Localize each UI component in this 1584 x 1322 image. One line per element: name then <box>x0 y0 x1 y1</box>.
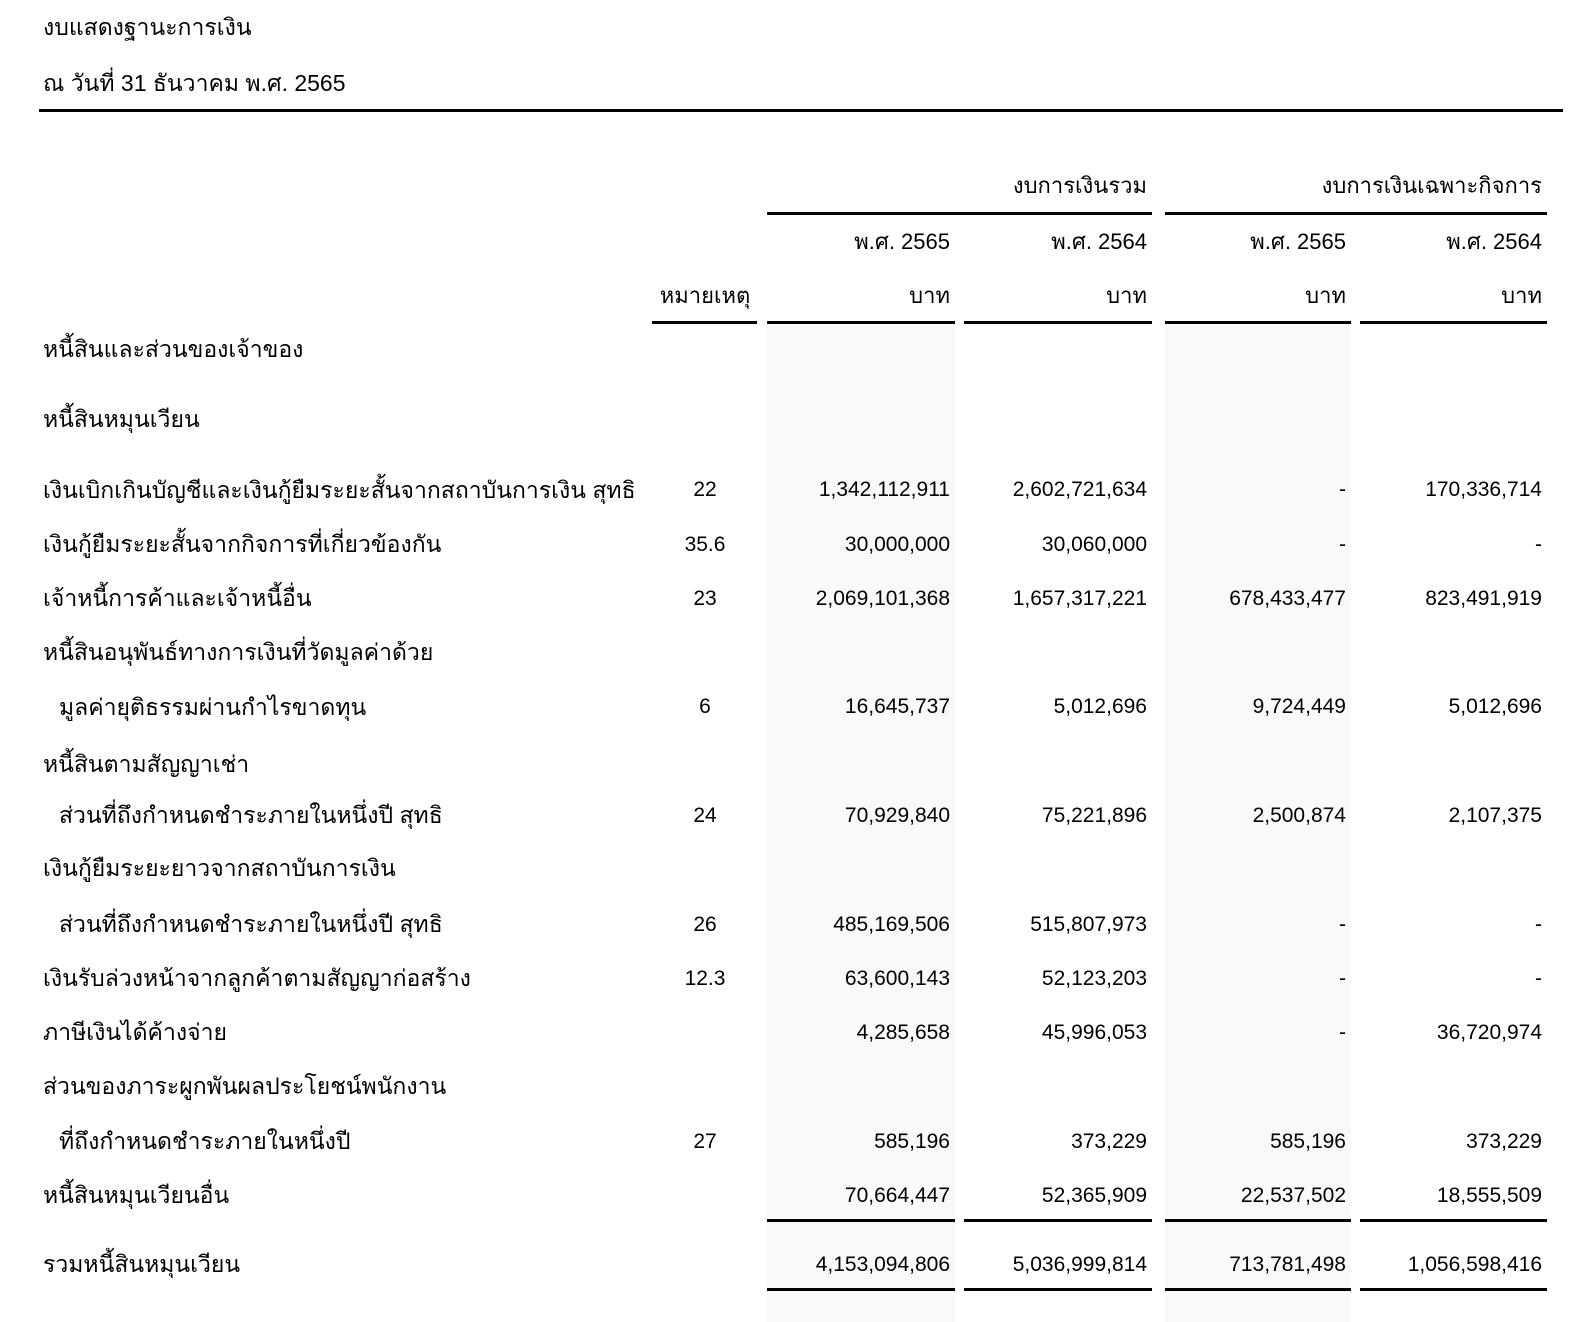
row-value: 585,196 <box>1270 1130 1346 1153</box>
title-rule <box>39 109 1563 112</box>
row-value: 373,229 <box>1071 1130 1147 1153</box>
row-value: - <box>1535 967 1542 990</box>
row-value: 1,657,317,221 <box>1012 587 1147 610</box>
row-value: 18,555,509 <box>1436 1184 1542 1207</box>
row-label: หนี้สินตามสัญญาเช่า <box>43 751 250 777</box>
year-header-2: พ.ศ. 2564 <box>1051 229 1147 254</box>
row-value: 485,169,506 <box>833 913 950 936</box>
section-heading-current-liabilities: หนี้สินหมุนเวียน <box>43 406 200 432</box>
row-note: 22 <box>693 478 717 501</box>
header-underline-note <box>652 321 757 324</box>
row-value: 30,000,000 <box>844 533 950 556</box>
currency-header-3: บาท <box>1305 283 1346 308</box>
row-value: 2,107,375 <box>1448 804 1542 827</box>
group-header-consolidated: งบการเงินรวม <box>1012 173 1147 198</box>
row-label-continued: มูลค่ายุติธรรมผ่านกำไรขาดทุน <box>59 694 367 720</box>
row-value: 2,069,101,368 <box>815 587 950 610</box>
row-value: 30,060,000 <box>1041 533 1147 556</box>
row-value: 373,229 <box>1466 1130 1542 1153</box>
total-rule-2 <box>964 1288 1152 1291</box>
section-heading-liabilities-equity: หนี้สินและส่วนของเจ้าของ <box>43 336 304 362</box>
group-header-separate: งบการเงินเฉพาะกิจการ <box>1321 173 1542 198</box>
row-label: ส่วนของภาระผูกพันผลประโยชน์พนักงาน <box>43 1073 447 1099</box>
row-label: เงินเบิกเกินบัญชีและเงินกู้ยืมระยะสั้นจากสถาบันการเงิน สุทธิ <box>43 477 636 503</box>
row-label-continued: ส่วนที่ถึงกำหนดชำระภายในหนึ่งปี สุทธิ <box>59 802 443 828</box>
row-value: 5,012,696 <box>1053 695 1147 718</box>
row-value: 678,433,477 <box>1229 587 1346 610</box>
header-underline-4 <box>1360 321 1547 324</box>
row-value: 170,336,714 <box>1425 478 1542 501</box>
row-value: 70,929,840 <box>844 804 950 827</box>
note-header: หมายเหตุ <box>659 283 751 308</box>
row-label: เงินกู้ยืมระยะยาวจากสถาบันการเงิน <box>43 855 396 881</box>
row-note: 35.6 <box>684 533 726 556</box>
year-header-3: พ.ศ. 2565 <box>1250 229 1346 254</box>
row-value: 52,365,909 <box>1041 1184 1147 1207</box>
row-value: 22,537,502 <box>1240 1184 1346 1207</box>
row-value: - <box>1339 913 1346 936</box>
currency-header-2: บาท <box>1106 283 1147 308</box>
row-value: 585,196 <box>874 1130 950 1153</box>
row-value: 1,342,112,911 <box>818 478 950 501</box>
row-value: 515,807,973 <box>1030 913 1147 936</box>
header-underline-2 <box>964 321 1152 324</box>
total-value: 713,781,498 <box>1229 1253 1346 1276</box>
subtotal-rule-3 <box>1165 1219 1351 1222</box>
row-label: เงินกู้ยืมระยะสั้นจากกิจการที่เกี่ยวข้องกัน <box>43 531 442 557</box>
row-value: 36,720,974 <box>1436 1021 1542 1044</box>
row-value: 45,996,053 <box>1041 1021 1147 1044</box>
row-note: 6 <box>699 695 711 718</box>
row-value: - <box>1339 533 1346 556</box>
row-value: - <box>1339 967 1346 990</box>
row-note: 23 <box>693 587 717 610</box>
row-value: 70,664,447 <box>844 1184 950 1207</box>
row-note: 12.3 <box>684 967 726 990</box>
total-rule-4 <box>1360 1288 1547 1291</box>
row-value: 4,285,658 <box>856 1021 950 1044</box>
row-value: 52,123,203 <box>1041 967 1147 990</box>
row-label: หนี้สินอนุพันธ์ทางการเงินที่วัดมูลค่าด้วย <box>43 639 434 665</box>
currency-header-4: บาท <box>1501 283 1542 308</box>
row-value: 63,600,143 <box>844 967 950 990</box>
total-rule-3 <box>1165 1288 1351 1291</box>
row-value: - <box>1339 478 1346 501</box>
row-value: 9,724,449 <box>1252 695 1346 718</box>
row-value: - <box>1535 533 1542 556</box>
year-header-4: พ.ศ. 2564 <box>1446 229 1542 254</box>
row-value: 2,500,874 <box>1252 804 1346 827</box>
row-value: 2,602,721,634 <box>1012 478 1147 501</box>
row-label-continued: ส่วนที่ถึงกำหนดชำระภายในหนึ่งปี สุทธิ <box>59 911 443 937</box>
currency-header-1: บาท <box>909 283 950 308</box>
total-label: รวมหนี้สินหมุนเวียน <box>43 1251 241 1277</box>
row-label-continued: ที่ถึงกำหนดชำระภายในหนึ่งปี <box>59 1128 351 1154</box>
total-value: 5,036,999,814 <box>1012 1253 1147 1276</box>
group-rule-separate <box>1165 212 1547 215</box>
header-underline-3 <box>1165 321 1351 324</box>
subtotal-rule-4 <box>1360 1219 1547 1222</box>
row-value: 75,221,896 <box>1041 804 1147 827</box>
row-label: เจ้าหนี้การค้าและเจ้าหนี้อื่น <box>43 585 312 611</box>
row-value: 823,491,919 <box>1425 587 1542 610</box>
subtotal-rule-2 <box>964 1219 1152 1222</box>
row-value: 5,012,696 <box>1448 695 1542 718</box>
year-header-1: พ.ศ. 2565 <box>854 229 950 254</box>
row-note: 26 <box>693 913 717 936</box>
row-note: 27 <box>693 1130 717 1153</box>
total-rule-1 <box>767 1288 955 1291</box>
group-rule-consolidated <box>767 212 1152 215</box>
document-subtitle: ณ วันที่ 31 ธันวาคม พ.ศ. 2565 <box>43 70 346 96</box>
header-underline-1 <box>767 321 955 324</box>
row-value: - <box>1339 1021 1346 1044</box>
row-value: 16,645,737 <box>844 695 950 718</box>
row-label: เงินรับล่วงหน้าจากลูกค้าตามสัญญาก่อสร้าง <box>43 965 471 991</box>
total-value: 1,056,598,416 <box>1407 1253 1542 1276</box>
document-title: งบแสดงฐานะการเงิน <box>43 14 252 40</box>
subtotal-rule-1 <box>767 1219 955 1222</box>
row-label: ภาษีเงินได้ค้างจ่าย <box>43 1019 227 1045</box>
row-label: หนี้สินหมุนเวียนอื่น <box>43 1182 230 1208</box>
row-note: 24 <box>693 804 717 827</box>
total-value: 4,153,094,806 <box>815 1253 950 1276</box>
row-value: - <box>1535 913 1542 936</box>
